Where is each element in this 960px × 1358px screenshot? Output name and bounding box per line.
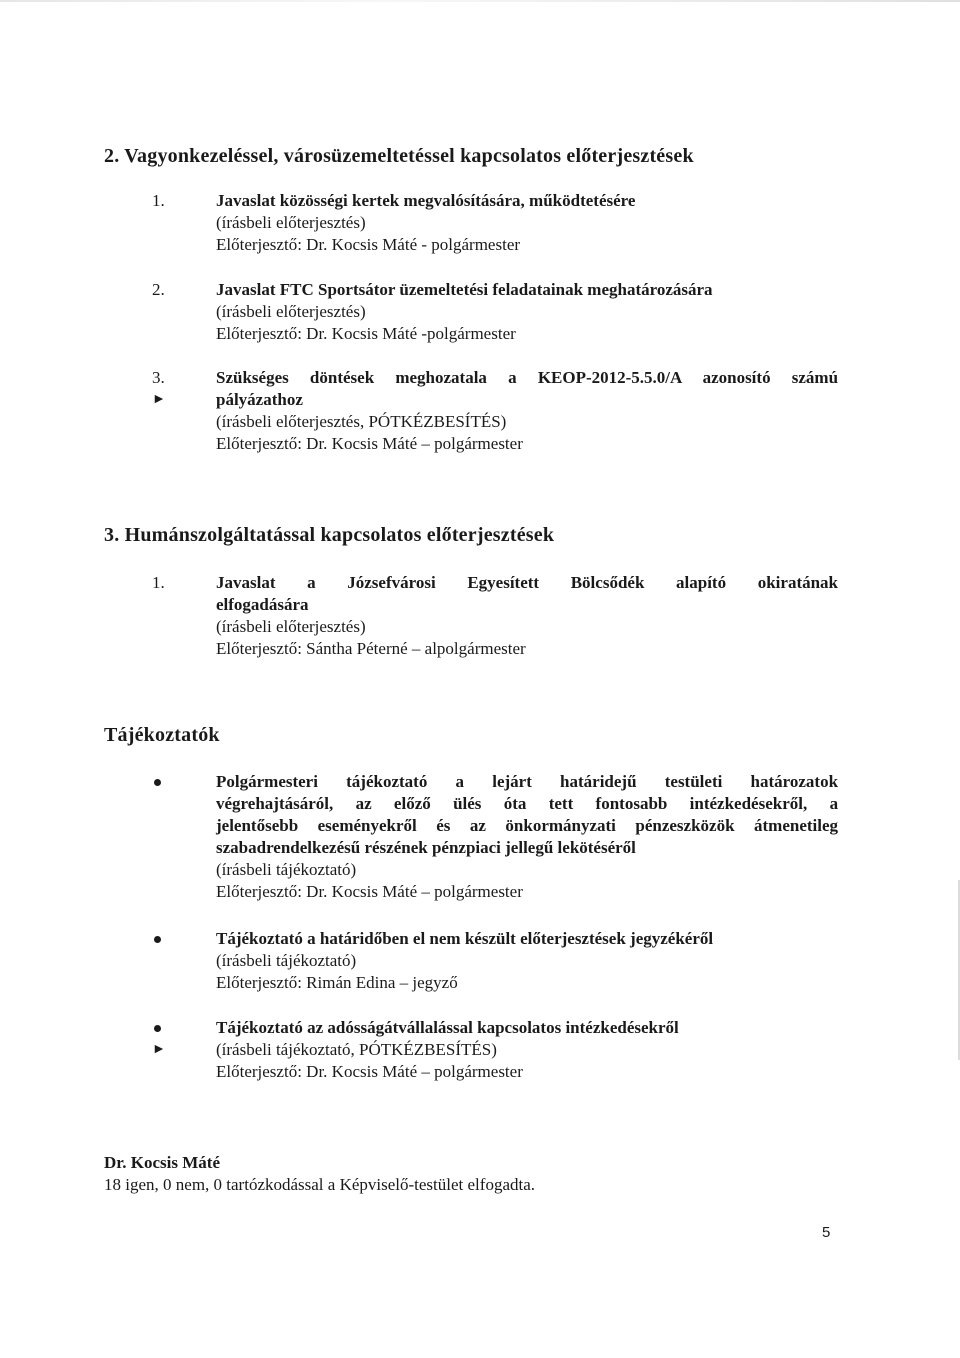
item-presenter: Előterjesztő: Dr. Kocsis Máté – polgármester bbox=[216, 1062, 523, 1081]
bullet-icon bbox=[154, 936, 161, 943]
speaker-name: Dr. Kocsis Máté bbox=[104, 1153, 220, 1172]
item-presenter: Előterjesztő: Dr. Kocsis Máté – polgármester bbox=[216, 882, 523, 901]
item-number: 3. bbox=[152, 368, 165, 387]
item-type: (írásbeli előterjesztés, PÓTKÉZBESÍTÉS) bbox=[216, 412, 507, 431]
info-title-line: jelentősebb eseményekről és az önkormányzati pénzeszközök átmenetileg bbox=[216, 816, 839, 835]
item-presenter: Előterjesztő: Dr. Kocsis Máté -polgármester bbox=[216, 324, 516, 343]
item-type: (írásbeli tájékoztató) bbox=[216, 860, 357, 879]
info-title-line: szabadrendelkezésű részének pénzpiaci jellegű lekötéséről bbox=[216, 838, 636, 857]
item-presenter: Előterjesztő: Sántha Péterné – alpolgármester bbox=[216, 639, 526, 658]
info-title: Tájékoztató az adósságátvállalással kapcsolatos intézkedésekről bbox=[216, 1018, 679, 1037]
item-number: 1. bbox=[152, 573, 165, 592]
item-title-continuation: pályázathoz bbox=[216, 390, 303, 409]
supplement-arrow-icon: ► bbox=[152, 392, 166, 407]
item-title: Javaslat FTC Sportsátor üzemeltetési feladatainak meghatározására bbox=[216, 280, 713, 299]
item-type: (írásbeli tájékoztató, PÓTKÉZBESÍTÉS) bbox=[216, 1040, 497, 1059]
item-presenter: Előterjesztő: Rimán Edina – jegyző bbox=[216, 973, 458, 992]
item-type: (írásbeli előterjesztés) bbox=[216, 213, 366, 232]
info-title-line: Polgármesteri tájékoztató a lejárt határidejű testületi határozatok bbox=[216, 772, 839, 791]
item-title: Javaslat közösségi kertek megvalósítására, működtetésére bbox=[216, 191, 636, 210]
item-title: Javaslat a Józsefvárosi Egyesített Bölcsődék alapító okiratának bbox=[216, 573, 839, 592]
scan-edge-top bbox=[0, 0, 960, 2]
section-2-heading: 2. Vagyonkezeléssel, városüzemeltetéssel kapcsolatos előterjesztések bbox=[104, 145, 694, 167]
item-presenter: Előterjesztő: Dr. Kocsis Máté – polgármester bbox=[216, 434, 523, 453]
item-type: (írásbeli tájékoztató) bbox=[216, 951, 357, 970]
supplement-arrow-icon: ► bbox=[152, 1042, 166, 1057]
item-presenter: Előterjesztő: Dr. Kocsis Máté - polgármester bbox=[216, 235, 521, 254]
item-number: 2. bbox=[152, 280, 165, 299]
item-title-continuation: elfogadására bbox=[216, 595, 309, 614]
info-title: Tájékoztató a határidőben el nem készült előterjesztések jegyzékéről bbox=[216, 929, 714, 948]
page-number: 5 bbox=[822, 1224, 831, 1241]
item-type: (írásbeli előterjesztés) bbox=[216, 617, 366, 636]
item-type: (írásbeli előterjesztés) bbox=[216, 302, 366, 321]
section-3-heading: 3. Humánszolgáltatással kapcsolatos előterjesztések bbox=[104, 524, 555, 546]
info-heading: Tájékoztatók bbox=[104, 724, 220, 746]
info-title-line: végrehajtásáról, az előző ülés óta tett fontosabb intézkedésekről, a bbox=[216, 794, 839, 813]
bullet-icon bbox=[154, 1025, 161, 1032]
item-title: Szükséges döntések meghozatala a KEOP-2012-5.5.0/A azonosító számú bbox=[216, 368, 839, 387]
bullet-icon bbox=[154, 779, 161, 786]
item-number: 1. bbox=[152, 191, 165, 210]
vote-result: 18 igen, 0 nem, 0 tartózkodással a Képviselő-testület elfogadta. bbox=[104, 1175, 536, 1194]
